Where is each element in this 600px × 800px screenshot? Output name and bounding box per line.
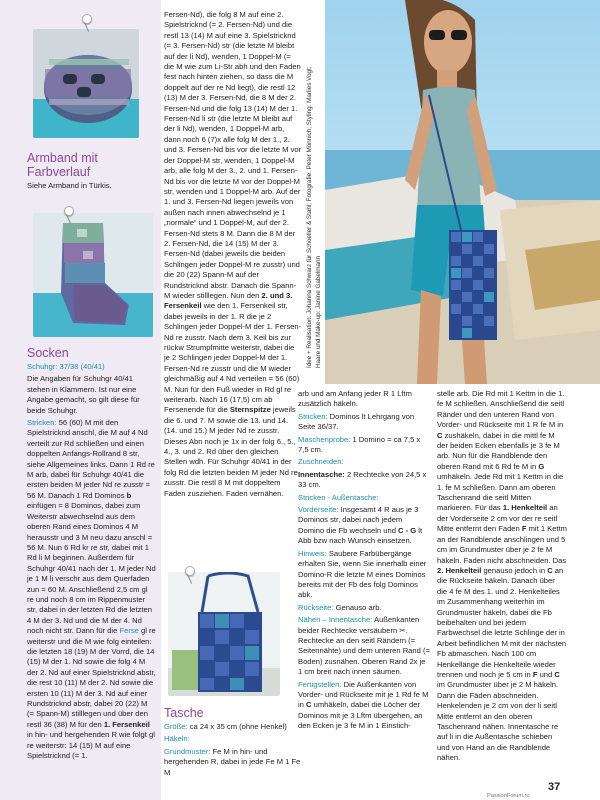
text-segment: umhäkeln. Jede Rd mit 1 Kettm in die 1. fe M schließen. Dann am oberen Taschenrand die seitl Mitten markieren. Für das	[437, 472, 564, 513]
label-stricken: Stricken:	[298, 411, 328, 421]
text-segment: lt Abb bzw nach Wunsch einsetzen.	[298, 525, 423, 546]
pushpin-icon	[82, 14, 92, 24]
tasche-photo	[168, 572, 280, 696]
text-segment: zushäkeln, dabei in die mittl fe M der beiden Ecken ebenfalls je 3 fe M arb. Nun für die Randblende den oberen Rand mit 6 Rd fe M in	[437, 430, 560, 471]
model-photo	[325, 0, 600, 384]
label-fersenkeil: 2. und 3. Fersenkeil	[164, 290, 293, 311]
text-segment: C	[306, 700, 312, 710]
schuhgroesse: Schuhgr: 37/38 (40/41)	[27, 362, 105, 371]
paragraph	[298, 435, 430, 456]
tasche-groesse	[164, 722, 302, 732]
text-segment: Die Außenkanten von Vorder- und Rückseite mit je 1 Rd fe M in	[298, 679, 429, 710]
paragraph: arb und am Anfang jeder R 1 Lftm zusätzlich häkeln.	[298, 389, 412, 409]
label-sternspitze: Sternspitze	[229, 405, 271, 415]
label-grundmuster: Grundmuster:	[164, 746, 211, 756]
paragraph	[298, 549, 430, 601]
label-ferse: Ferse	[119, 626, 139, 636]
text-segment: b	[126, 490, 132, 500]
label-rueckseite: Rückseite:	[298, 602, 334, 612]
label-hinweis: Hinweis:	[298, 548, 327, 558]
label-vorderseite: Vorderseite:	[298, 505, 339, 515]
pushpin-icon	[185, 566, 195, 576]
photo-credit	[306, 8, 323, 368]
text-segment: F	[532, 669, 538, 679]
page-number: 37	[548, 781, 561, 793]
socken-title: Socken	[27, 346, 69, 360]
sidebar-armband	[27, 151, 155, 193]
text-segment: gl re weiterstr und die M wie folg einteilen: die letzten 18 (19) M der Vorrd, die 14 (15) M der 1. Nd sowie die folg 4 M der 2. Nd auf einer Spielstricknd abstr, die rest 10 (11) M der 2. Nd sowie die ersten 10 (11) M der 3. Nd auf einer Rundstricknd abstr, dabei 20 (22) M (= Spann-M) stilllegen und über den restl 36 (38) M für den	[27, 626, 156, 729]
text-segment: ca 24 x 35 cm (ohne Henkel)	[187, 722, 287, 731]
text-segment: Saubere Farbübergänge erhalten Sie, wenn Sie innerhalb einer Domino-R die letzte M eines Dominos bereits mit der Fb des folg Dominos abk.	[298, 548, 427, 600]
column-four	[437, 389, 567, 766]
tasche-haekeln	[164, 734, 302, 744]
armband-text: Siehe Armband in Türkis.	[27, 181, 112, 190]
text-segment: jeweils die 6. und 7. M sowie die 13. und 14. (14. und 15.) M jeder Nd re zusstr. Dieses Abn noch je 1x in der folg 6., 5., 4., 3. und 2. Rd über den gleichen Stellen wdh. Für Schuhgr 40/41 in der folg Rd die letzten beiden M jeder Nd re zusstr. Die restl 8 M mit doppeltem Faden zusziehen. Faden vernähen.	[164, 405, 298, 498]
paragraph	[298, 505, 430, 547]
paragraph	[298, 615, 430, 677]
tasche-grundmuster	[164, 747, 302, 778]
text-segment: wie den 1. Fersenkeil str, dabei jeweils in der 1. R die je 2 Schlingen jeder Doppel-M der 1. Fersen-Nd re zusstr. Nach dem 3. Keil bis zur rückw Strumpfmitte weiterstr, dabei die je 2 Schlingen jeder Doppel-M der 1. Fersen-Nd re zusstr und die M wieder gleichmäßig auf 4 Nd verteilen = 56 (60) M. Nun für den Fuß wieder in Rd gl re weiterarb. Nach 16 (17,5) cm ab Fersenende für die	[164, 301, 302, 415]
text-segment: 2 Rechtecke von 24,5 x 33 cm.	[298, 469, 427, 490]
text-segment: G	[538, 461, 545, 471]
text-segment: Genauso arb.	[333, 602, 382, 612]
paragraph	[298, 470, 430, 491]
text-segment: umhäkeln, dabei die Löcher der Dominos mit je 3 Lftm übergehen, an den Ecken je 3 fe M in 1 Einstich-	[298, 700, 423, 731]
text-segment: genauso jedoch in	[481, 565, 548, 575]
text-segment: Außenkanten beider Rechtecke versäubern ✂. Rechtecke an den seitl Rändern (= Seitennähte) und dem unteren Rand (= Boden) zusnähen. Oberen Rand 2x je 1 cm breit nach innen säumen.	[298, 615, 430, 677]
socken-anleitung	[27, 418, 156, 761]
text-segment: Dominos lt Lehrgang von Seite 36/37.	[298, 411, 415, 432]
label-fertigstellen: Fertigstellen:	[298, 679, 342, 689]
text-segment: stelle arb. Die Rd mit 1 Kettm in die 1. fe M schließen. Anschließend die seitl Ränder und den unteren Rand von Vorder- und Rückseite mit 1 R fe M in	[437, 389, 565, 430]
sidebar-socken	[27, 346, 156, 763]
label-stricken: Stricken:	[27, 418, 57, 428]
text-segment: Fe M in hin- und hergehenden R, dabei in jede Fe M 1 Fe M	[164, 746, 301, 777]
socken-intro: Die Angaben für Schuhgr 40/41 stehen in Klammern. Ist nur eine Angabe gemacht, so gilt diese für beide Schuhgr.	[27, 374, 140, 415]
label-innentasche: Innentasche:	[298, 469, 345, 479]
text-segment: an der Vorderseite 2 cm vor der re seitl Mitte entfernt den Faden	[437, 503, 558, 534]
text-segment: C	[554, 669, 560, 679]
tasche-section	[164, 706, 302, 780]
middle-column	[164, 10, 302, 501]
site-watermark: PassionForum.ru	[487, 793, 530, 799]
socken-anleitung-fortsetzung	[164, 10, 302, 499]
pushpin-icon	[64, 206, 74, 216]
label-fersenkeil: 1. Fersenkeil	[103, 719, 150, 729]
tasche-title: Tasche	[164, 706, 204, 720]
label-zuschneiden: Zuschneiden:	[298, 457, 344, 467]
label-henkelteil: 2. Henkelteil	[437, 565, 482, 575]
paragraph	[298, 680, 430, 732]
label-henkelteil: 1. Henkelteil	[502, 503, 548, 513]
text-segment: einfügen = 8 Dominos, dabei zum Weiterstr abwechselnd aus dem oberen Rand eines Dominos 4 M herausstr und 3 M neu dazu anschl = 56 M. Nun 6 Rd kr re str, dabei mit 1 Rd li M beginnen. Außerdem für Schuhgr 40/41 nach der 1. M jeder Nd je 1 M li verschr aus dem Querfaden zun = 60 M. Anschließend 2,5 cm gl re und noch 8 cm im Rippenmuster str, dabei in der letzten Rd die letzten 4 M der 3. Nd und die M der 4. Nd noch nicht str. Dann für die	[27, 501, 156, 636]
credit-line: Haare und Make-up: Janine Gabelmann	[314, 255, 322, 368]
paragraph	[298, 603, 430, 613]
text-segment: C - G	[398, 525, 417, 535]
text-segment: und	[537, 669, 555, 679]
text-segment: 56 (60) M mit den Spielstricknd anschl, die M auf 4 Nd verteilt zur Rd schließen und einen doppelten Anfangs-Rollrand 8 str, siehe Allgemeines links. Dann 1 Rd re M arb, dabei für Schuhgr 40/41 die ersten beiden M jeder Nd re zusstr = 56 M. Danach 1 Rd Dominos	[27, 418, 155, 500]
text-segment: Insgesamt 4 R aus je 3 Dominos str, dabei nach jedem Domino die Fb wechseln und	[298, 505, 419, 535]
column-three	[298, 389, 430, 734]
text-segment: C	[547, 565, 553, 575]
label-groesse: Größe:	[164, 722, 188, 731]
paragraph	[437, 389, 567, 764]
paragraph	[298, 412, 430, 433]
text-segment: mit 1 Kettm an der Randblende anschlingen und 5 cm im Grundmuster über je 2 fe M häkeln. Faden nicht abschneiden. Das	[437, 524, 568, 565]
label-haekeln: Häkeln:	[164, 734, 190, 744]
text-segment: an die Rückseite häkeln. Danach über die 4 fe M des 1. und 2. Henkelteiles im Zusammenhang weiterhin im Grundmuster häkeln, dabei die Fb beibehalten und bei jedem Farbwechsel die letzte Schlinge der in Arbeit befindlichen M mit der nächsten Fb abmaschen. Nach 100 cm Henkellänge die Henkelteile wieder trennen und noch je 5 cm in	[437, 565, 567, 679]
socken-photo	[33, 213, 153, 337]
text-segment: in hin- und hergehenden R wie folgt gl re weiterstr: 14 (15) M auf eine Spielstricknd (= 1.	[27, 730, 155, 761]
label-aussentasche: Stricken - Außentasche:	[298, 492, 379, 502]
label-naehen: Nähen – Innentasche:	[298, 615, 373, 625]
armband-title: Armband mit Farbverlauf	[27, 151, 98, 179]
credit-line: Idee + Realisation: Johanna Schwarz für Schoeller & Stahl; Fotografie: Peter Mönnich; Styling: Marlies Vogt;	[306, 66, 313, 368]
text-segment: F	[521, 524, 527, 534]
label-maschenprobe: Maschenprobe:	[298, 434, 351, 444]
armband-photo	[33, 29, 139, 138]
text-segment: im Grundmuster über je 2 M häkeln. Dann die Fäden abschneiden. Henkelenden je 2 cm von der li seitl Mitte entfernt an den oberen Taschenrand nähen. Innentasche re auf li in die Außentasche schieben und von Hand an die Randblende nähen.	[437, 680, 559, 763]
text-segment: Fersen-Nd), die folg 8 M auf eine 2. Spielstricknd (= 2. Fersen-Nd) und die restl 13 (14) M auf eine 3. Spielstricknd (= 3. Fersen-Nd) str (die letzte M bleibt auf der li Nd), wenden, 1 Doppel-M (= die M wie zum Li-Str abh und den Faden fest nach hinten ziehen, so dass die M doppelt auf der re Nd liegt), die restl 12 (13) M der 3. Fersen-Nd, die 8 M der 2. Fersen-Nd und die folg 13 (14) M der 1. Fersen-Nd li str (die letzte M bleibt auf der li Nd), wenden, 1 Doppel-M arb, dann noch 6 (7)x alle folg M der 1., 2. und 3. Fersen-Nd bis vor die letzte M vor der Doppel-M str, wenden, 1 Doppel-M arb, alle folg M der 3., 2. und 1. Fersen-Nd bis vor die letzte M vor der Doppel-M str, wenden und 1 Doppel-M arb. Auf der 1. und 3. Fersen-Nd liegen jeweils von außen nach innen abwechselnd je 1 „normale“ und 1 Doppel-M, auf der 2. Fersen-Nd stets 8 M. Dann die 8 M der 2. Fersen-Nd, die 14 (15) M der 3. Fersen-Nd (dabei jeweils die beiden Schlingen jeder Doppel-M re zusstr) und die 20 (22) Spann-M auf der Rundstricknd abstr. Danach die Spann-M wieder stilllegen. Nun den	[164, 10, 302, 300]
text-segment: C	[437, 430, 443, 440]
text-segment: 1 Domino = ca 7,5 x 7,5 cm.	[298, 434, 421, 455]
